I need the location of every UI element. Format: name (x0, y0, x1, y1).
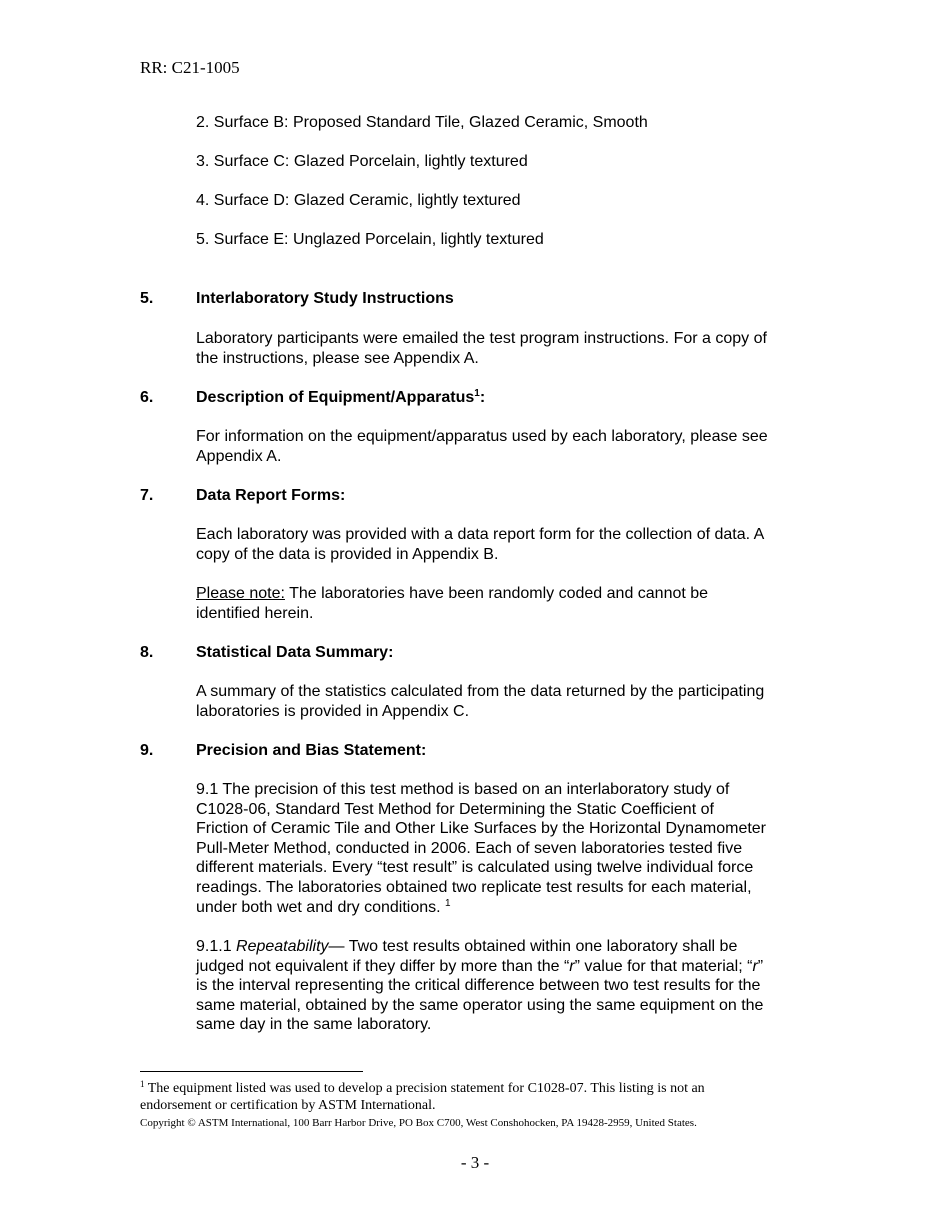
section-7-number: 7. (140, 487, 154, 504)
text-line: Pull-Meter Method, conducted in 2006. Each of seven laboratories tested five (196, 839, 743, 857)
list-item: 2. Surface B: Proposed Standard Tile, Glazed Ceramic, Smooth (196, 114, 648, 131)
section-7-title: Data Report Forms: (196, 487, 346, 504)
copyright-line: Copyright © ASTM International, 100 Barr Harbor Drive, PO Box C700, West Conshohocken, PA 19428-2959, United States. (140, 1117, 697, 1129)
section-8-number: 8. (140, 644, 154, 661)
text-line (196, 584, 821, 604)
section-5-number: 5. (140, 290, 154, 307)
footnote (140, 1080, 830, 1114)
section-6-colon: : (479, 389, 486, 406)
section-8-body (196, 682, 821, 721)
text-segment: ” value for that material; “ (574, 957, 753, 975)
list-item: 3. Surface C: Glazed Porcelain, lightly textured (196, 153, 528, 170)
text-line: same material, obtained by the same operator using the same equipment on the (196, 996, 764, 1014)
footnote-ref: 1 (474, 388, 480, 399)
text-line: For information on the equipment/apparatus used by each laboratory, please see (196, 428, 768, 445)
text-line: is the interval representing the critical difference between two test results for the (196, 977, 761, 995)
text-line: copy of the data is provided in Appendix B. (196, 545, 499, 563)
section-6-title (196, 388, 485, 408)
text-line: laboratories is provided in Appendix C. (196, 702, 470, 720)
list-item: 4. Surface D: Glazed Ceramic, lightly textured (196, 192, 521, 209)
repeatability-term: Repeatability (236, 938, 329, 955)
text-line: different materials. Every “test result” is calculated using twelve individual force (196, 859, 754, 877)
text-line (196, 898, 821, 918)
text-line: Appendix A. (196, 447, 282, 465)
text-line (196, 937, 821, 957)
subsection-number: 9.1.1 (196, 938, 237, 955)
text-line: readings. The laboratories obtained two replicate test results for each material, (196, 878, 752, 896)
text-line: Friction of Ceramic Tile and Other Like Surfaces by the Horizontal Dynamometer (196, 820, 767, 838)
text-line: Laboratory participants were emailed the test program instructions. For a copy of (196, 330, 767, 347)
section-5-body (196, 329, 821, 368)
section-9-title: Precision and Bias Statement: (196, 742, 427, 759)
footnote-line: endorsement or certification by ASTM International. (140, 1098, 436, 1113)
section-9-1-paragraph (196, 780, 821, 917)
r-symbol: r (569, 957, 575, 975)
text-segment: ” (757, 957, 764, 975)
section-5-title: Interlaboratory Study Instructions (196, 290, 454, 307)
section-8-title: Statistical Data Summary: (196, 644, 394, 661)
r-symbol: r (752, 957, 758, 975)
section-6-body (196, 427, 821, 466)
text-line: identified herein. (196, 604, 314, 622)
note-label: Please note: (196, 585, 285, 602)
section-6-title-text: Description of Equipment/Apparatus (196, 389, 475, 406)
footnote-ref: 1 (445, 897, 451, 909)
page-number: - 3 - (460, 1153, 490, 1172)
note-text: The laboratories have been randomly coded and cannot be (284, 585, 709, 602)
section-9-number: 9. (140, 742, 154, 759)
section-9-1-1-paragraph (196, 937, 821, 1035)
report-id-header: RR: C21-1005 (140, 58, 240, 77)
text-segment: — Two test results obtained within one laboratory shall be (328, 938, 738, 955)
footnote-line (140, 1080, 830, 1097)
footnote-marker: 1 (140, 1079, 145, 1089)
text-line: A summary of the statistics calculated from the data returned by the participating (196, 683, 765, 700)
footnote-divider (140, 1071, 363, 1072)
text-segment: judged not equivalent if they differ by more than the “ (196, 957, 570, 975)
section-6-number: 6. (140, 389, 154, 406)
text-line: Each laboratory was provided with a data report form for the collection of data. A (196, 526, 765, 543)
text-line: the instructions, please see Appendix A. (196, 349, 479, 367)
footnote-text: The equipment listed was used to develop a precision statement for C1028-07. This listing is not an (144, 1081, 705, 1096)
section-7-note (196, 584, 821, 623)
section-7-body (196, 525, 821, 564)
text-segment: under both wet and dry conditions. (196, 898, 446, 916)
text-line (196, 957, 821, 977)
text-line: 9.1 The precision of this test method is based on an interlaboratory study of (196, 781, 730, 798)
text-line: same day in the same laboratory. (196, 1016, 432, 1034)
list-item: 5. Surface E: Unglazed Porcelain, lightly textured (196, 231, 544, 248)
text-line: C1028-06, Standard Test Method for Determining the Static Coefficient of (196, 800, 714, 818)
